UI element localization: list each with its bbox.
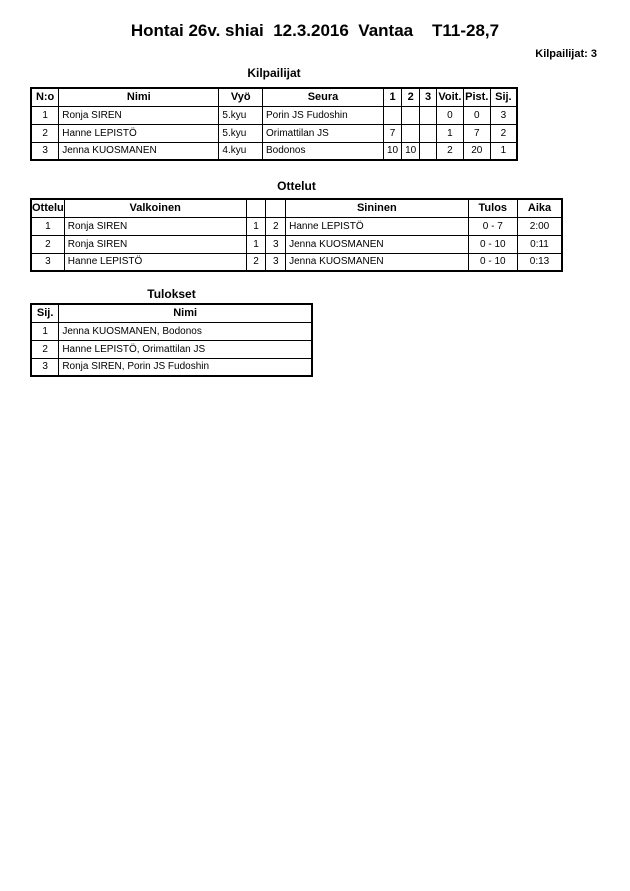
cell-nimi: Hanne LEPISTÖ, Orimattilan JS (59, 340, 312, 358)
table-row (31, 322, 312, 340)
cell-sininen: Hanne LEPISTÖ (286, 217, 468, 235)
table-header-row (31, 304, 312, 322)
header-sij: Sij. (31, 304, 59, 322)
cell-nimi: Jenna KUOSMANEN (59, 142, 219, 160)
section-heading-ottelut: Ottelut (277, 179, 316, 193)
cell-round1: 7 (383, 124, 401, 142)
cell-aika: 0:11 (518, 235, 562, 253)
section-tulokset (30, 288, 313, 377)
cell-voit: 2 (436, 142, 463, 160)
header-round1: 1 (383, 88, 401, 106)
cell-voit: 1 (436, 124, 463, 142)
cell-pist: 7 (463, 124, 490, 142)
cell-sij: 1 (490, 142, 517, 160)
cell-sininen: Jenna KUOSMANEN (286, 253, 468, 271)
header-sij: Sij. (490, 88, 517, 106)
participants-count: Kilpailijat: 3 (535, 48, 597, 60)
header-vyo: Vyö (219, 88, 263, 106)
header-sininen: Sininen (286, 199, 468, 217)
header-nimi: Nimi (59, 304, 312, 322)
cell-round2 (402, 124, 420, 142)
cell-round1 (383, 106, 401, 124)
cell-valkoinen: Hanne LEPISTÖ (64, 253, 246, 271)
page-title: Hontai 26v. shiai 12.3.2016 Vantaa T11-28,7 (130, 21, 500, 40)
cell-round2 (402, 106, 420, 124)
cell-pist: 20 (463, 142, 490, 160)
ottelut-table (30, 198, 563, 272)
cell-round1: 10 (383, 142, 401, 160)
section-heading-tulokset: Tulokset (147, 287, 196, 301)
cell-sij: 2 (31, 340, 59, 358)
header-aika: Aika (518, 199, 562, 217)
cell-sij: 1 (31, 322, 59, 340)
table-row (31, 358, 312, 376)
header-nimi: Nimi (59, 88, 219, 106)
cell-round2: 10 (402, 142, 420, 160)
cell-valkoinen: Ronja SIREN (64, 235, 246, 253)
header-blue-num (266, 199, 286, 217)
section-ottelut (30, 180, 563, 272)
cell-match-no: 1 (31, 217, 64, 235)
cell-seura: Orimattilan JS (263, 124, 384, 142)
cell-voit: 0 (436, 106, 463, 124)
table-row (31, 253, 562, 271)
cell-aika: 2:00 (518, 217, 562, 235)
cell-no: 2 (31, 124, 59, 142)
section-kilpailijat (30, 67, 518, 161)
header-no: N:o (31, 88, 59, 106)
header-ottelu: Ottelu (31, 199, 64, 217)
cell-sininen: Jenna KUOSMANEN (286, 235, 468, 253)
cell-round3 (420, 106, 437, 124)
tulokset-table (30, 303, 313, 377)
kilpailijat-table (30, 87, 518, 161)
cell-nimi: Hanne LEPISTÖ (59, 124, 219, 142)
cell-white-num: 2 (246, 253, 266, 271)
table-row (31, 142, 517, 160)
cell-tulos: 0 - 10 (468, 235, 517, 253)
cell-tulos: 0 - 7 (468, 217, 517, 235)
cell-pist: 0 (463, 106, 490, 124)
cell-vyo: 5.kyu (219, 106, 263, 124)
table-row (31, 340, 312, 358)
cell-match-no: 3 (31, 253, 64, 271)
cell-round3 (420, 124, 437, 142)
cell-nimi: Ronja SIREN, Porin JS Fudoshin (59, 358, 312, 376)
cell-nimi: Ronja SIREN (59, 106, 219, 124)
cell-aika: 0:13 (518, 253, 562, 271)
table-row (31, 217, 562, 235)
cell-seura: Bodonos (263, 142, 384, 160)
header-white-num (246, 199, 266, 217)
cell-vyo: 5.kyu (219, 124, 263, 142)
header-round3: 3 (420, 88, 437, 106)
cell-blue-num: 3 (266, 253, 286, 271)
cell-round3 (420, 142, 437, 160)
table-row (31, 124, 517, 142)
cell-match-no: 2 (31, 235, 64, 253)
cell-vyo: 4.kyu (219, 142, 263, 160)
cell-valkoinen: Ronja SIREN (64, 217, 246, 235)
cell-blue-num: 3 (266, 235, 286, 253)
cell-nimi: Jenna KUOSMANEN, Bodonos (59, 322, 312, 340)
section-heading-kilpailijat: Kilpailijat (247, 66, 301, 80)
header-seura: Seura (263, 88, 384, 106)
cell-white-num: 1 (246, 217, 266, 235)
cell-no: 3 (31, 142, 59, 160)
table-header-row (31, 199, 562, 217)
cell-sij: 3 (490, 106, 517, 124)
header-pist: Pist. (463, 88, 490, 106)
cell-seura: Porin JS Fudoshin (263, 106, 384, 124)
header-tulos: Tulos (468, 199, 517, 217)
cell-sij: 3 (31, 358, 59, 376)
table-header-row (31, 88, 517, 106)
cell-tulos: 0 - 10 (468, 253, 517, 271)
table-row (31, 106, 517, 124)
cell-white-num: 1 (246, 235, 266, 253)
cell-blue-num: 2 (266, 217, 286, 235)
header-valkoinen: Valkoinen (64, 199, 246, 217)
header-voit: Voit. (436, 88, 463, 106)
cell-sij: 2 (490, 124, 517, 142)
header-round2: 2 (402, 88, 420, 106)
cell-no: 1 (31, 106, 59, 124)
table-row (31, 235, 562, 253)
